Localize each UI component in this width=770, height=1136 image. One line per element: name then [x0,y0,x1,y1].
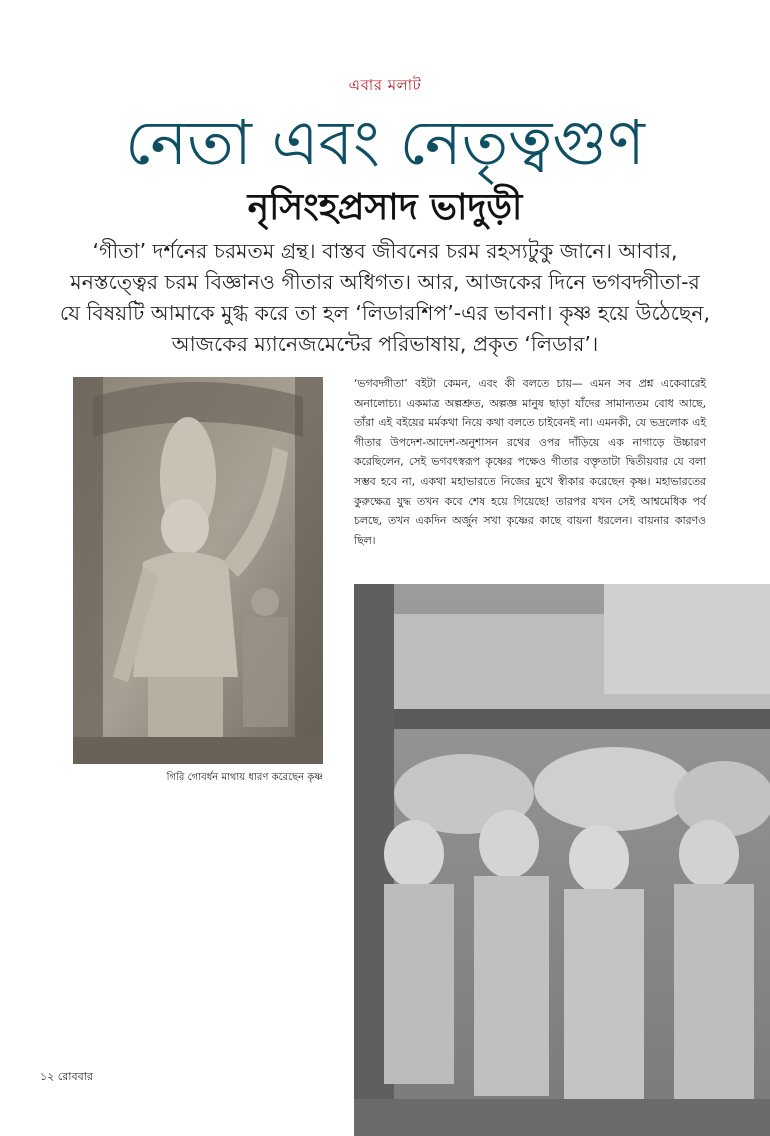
warrior-frieze-sculpture-photo [354,584,770,1136]
intro-paragraph: ‘গীতা’ দর্শনের চরমতম গ্রন্থ। বাস্তব জীবনের চরম রহস্যটুকু জানে। আবার, মনস্তত্ত্বের চরম বিজ্ঞানও গীতার অধিগত। আর, আজকের দিনে ভগবদ্গীতা-র যে বিষয়টি আমাকে মুগ্ধ করে তা হল ‘লিডারশিপ’-এর ভাবনা। কৃষ্ণ হয়ে উঠেছেন, আজকের ম্যানেজমেন্টের পরিভাষায়, প্রকৃত ‘লিডার’। [59,239,711,356]
kicker: এবার মলাট [348,76,422,94]
author-name: নৃসিংহপ্রসাদ ভাদুড়ী [247,187,523,228]
page-title: নেতা এবং নেতৃত্বগুণ [125,106,645,179]
body-paragraph: ‘ভগবদ্গীতা’ বইটা কেমন, এবং কী বলতে চায়— এমন সব প্রশ্ন একেবারেই অনালোচ্য। একমাত্র অল্পশ্রুত, অল্পজ্ঞ মানুষ ছাড়া যাঁদের সামান্যতম বোধ আছে, তাঁরা এই বইয়ের মর্মকথা নিয়ে কথা বলতে চাইবেনই না। এমনকী, যে ভদ্রলোক এই গীতার উপদেশ-আদেশ-অনুশাসন রথের ওপর দাঁড়িয়ে এক নাগাড়ে উচ্চারণ করেছিলেন, সেই ভগবৎস্বরূপ কৃষ্ণের পক্ষেও গীতার বক্তৃতাটা দ্বিতীয়বার যে বলা সম্ভব হবে না, একথা মহাভারতে নিজের মুখে স্বীকার করেছেন কৃষ্ণ। মহাভারতের কুরুক্ষেত্র যুদ্ধ তখন কবে শেষ হয়ে গিয়েছে! তারপর যখন সেই আশ্বমেধিক পর্ব চলছে, তখন একদিন অর্জুন সখা কৃষ্ণের কাছে বায়না ধরলেন। বায়নার কারণও ছিল। [354,377,706,547]
page-folio: ১২ রোববার [40,1070,93,1083]
krishna-govardhan-sculpture-photo [73,377,323,764]
photo-caption: গিরি গোবর্ধন মাথায় ধারণ করেছেন কৃষ্ণ [166,772,323,783]
